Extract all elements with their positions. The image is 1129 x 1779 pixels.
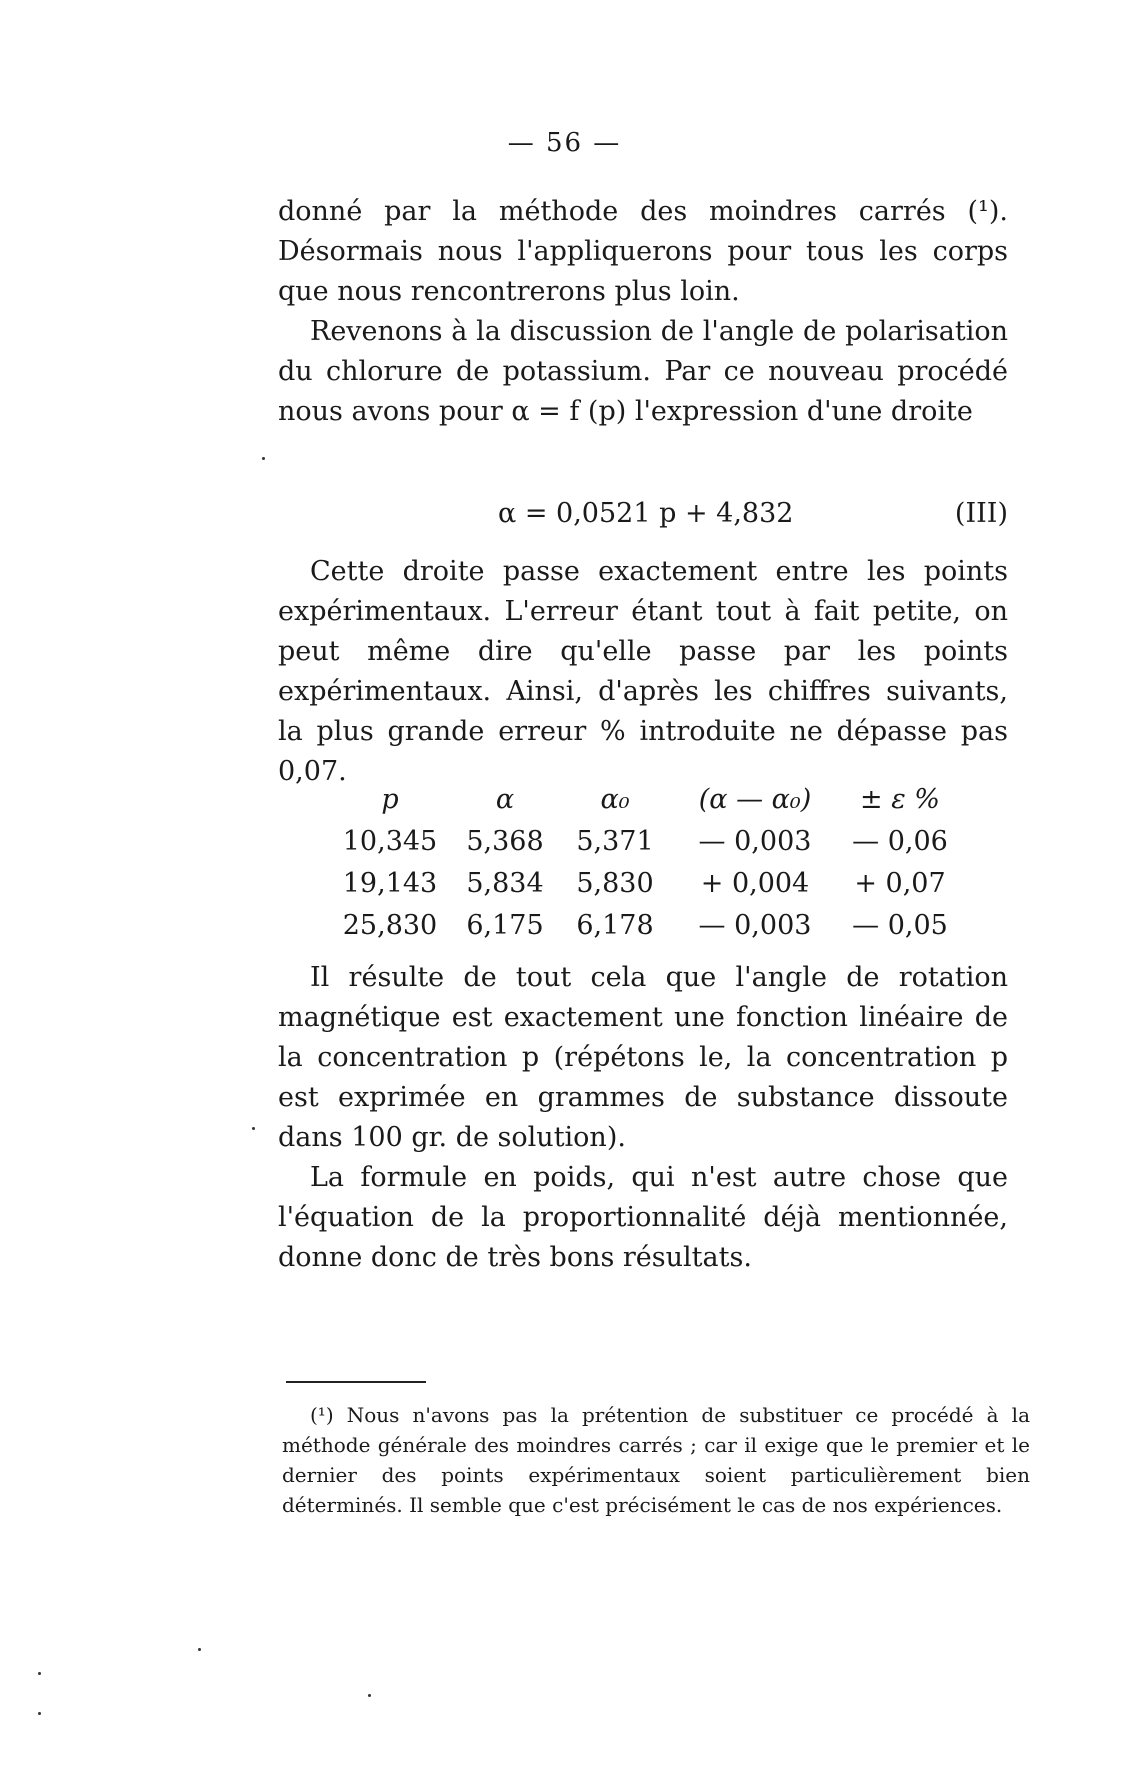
scan-speck	[368, 1694, 371, 1697]
paragraph-4: Il résulte de tout cela que l'angle de rotation magnétique est exactement une fonction linéaire de la concentration p (répétons le, la concentration p est exprimée en grammes de substance dissoute dans 100 gr. de solution).	[278, 962, 1008, 1153]
table-cell: 5,834	[466, 867, 544, 899]
page-number: — 56 —	[507, 128, 622, 158]
footnote-text: (¹) Nous n'avons pas la prétention de substituer ce procédé à la méthode générale des moindres carrés ; car il exige que le premier et le dernier des points expérimentaux soient particulièrement bien déterminés. Il semble que c'est précisément le cas de nos expériences.	[282, 1403, 1030, 1517]
paragraph-2: Revenons à la discussion de l'angle de polarisation du chlorure de potassium. Par ce nouveau procédé nous avons pour α = f (p) l'expression d'une droite	[278, 316, 1008, 427]
table-cell: 5,368	[466, 825, 544, 857]
table-cell: 5,371	[576, 825, 654, 857]
equation-iii	[278, 494, 1016, 534]
table-cell: 6,175	[466, 909, 544, 941]
table-cell: — 0,05	[852, 909, 948, 941]
table-header-row	[330, 778, 960, 820]
table-row	[330, 820, 960, 862]
equation-body: α = 0,0521 p + 4,832	[498, 498, 794, 529]
paragraph-5: La formule en poids, qui n'est autre chose que l'équation de la proportionnalité déjà mentionnée, donne donc de très bons résultats.	[278, 1162, 1008, 1273]
footnote	[282, 1400, 1030, 1520]
table-cell: 25,830	[342, 909, 438, 941]
scan-speck	[198, 1648, 201, 1651]
table-cell: — 0,06	[852, 825, 948, 857]
table-row	[330, 904, 960, 946]
scan-speck	[38, 1672, 41, 1675]
data-table	[330, 778, 960, 946]
equation-number: (III)	[954, 498, 1008, 529]
table-cell: 10,345	[342, 825, 438, 857]
header-difference: (α — α₀)	[698, 783, 812, 815]
header-alpha: α	[495, 783, 515, 815]
text-mid	[278, 552, 1008, 792]
header-error-percent: ± ε %	[860, 783, 940, 815]
table-cell: — 0,003	[698, 825, 812, 857]
table-cell: 6,178	[576, 909, 654, 941]
table-cell: + 0,004	[700, 867, 810, 899]
table-cell: 19,143	[342, 867, 438, 899]
text-top	[278, 192, 1008, 432]
table-cell: + 0,07	[854, 867, 946, 899]
scan-speck	[262, 457, 265, 460]
table-row	[330, 862, 960, 904]
header-alpha0: α₀	[600, 783, 630, 815]
scan-speck	[252, 1127, 255, 1130]
text-bottom	[278, 958, 1008, 1278]
header-p: p	[381, 783, 399, 815]
footnote-rule	[286, 1381, 426, 1383]
paragraph-3: Cette droite passe exactement entre les points expérimentaux. L'erreur étant tout à fait petite, on peut même dire qu'elle passe par les points expérimentaux. Ainsi, d'après les chiffres suivants, la plus grande erreur % introduite ne dépasse pas 0,07.	[278, 556, 1008, 787]
scan-speck	[38, 1712, 41, 1715]
paragraph-1: donné par la méthode des moindres carrés (¹). Désormais nous l'appliquerons pour tous les corps que nous rencontrerons plus loin.	[278, 196, 1008, 307]
table-cell: — 0,003	[698, 909, 812, 941]
table-cell: 5,830	[576, 867, 654, 899]
